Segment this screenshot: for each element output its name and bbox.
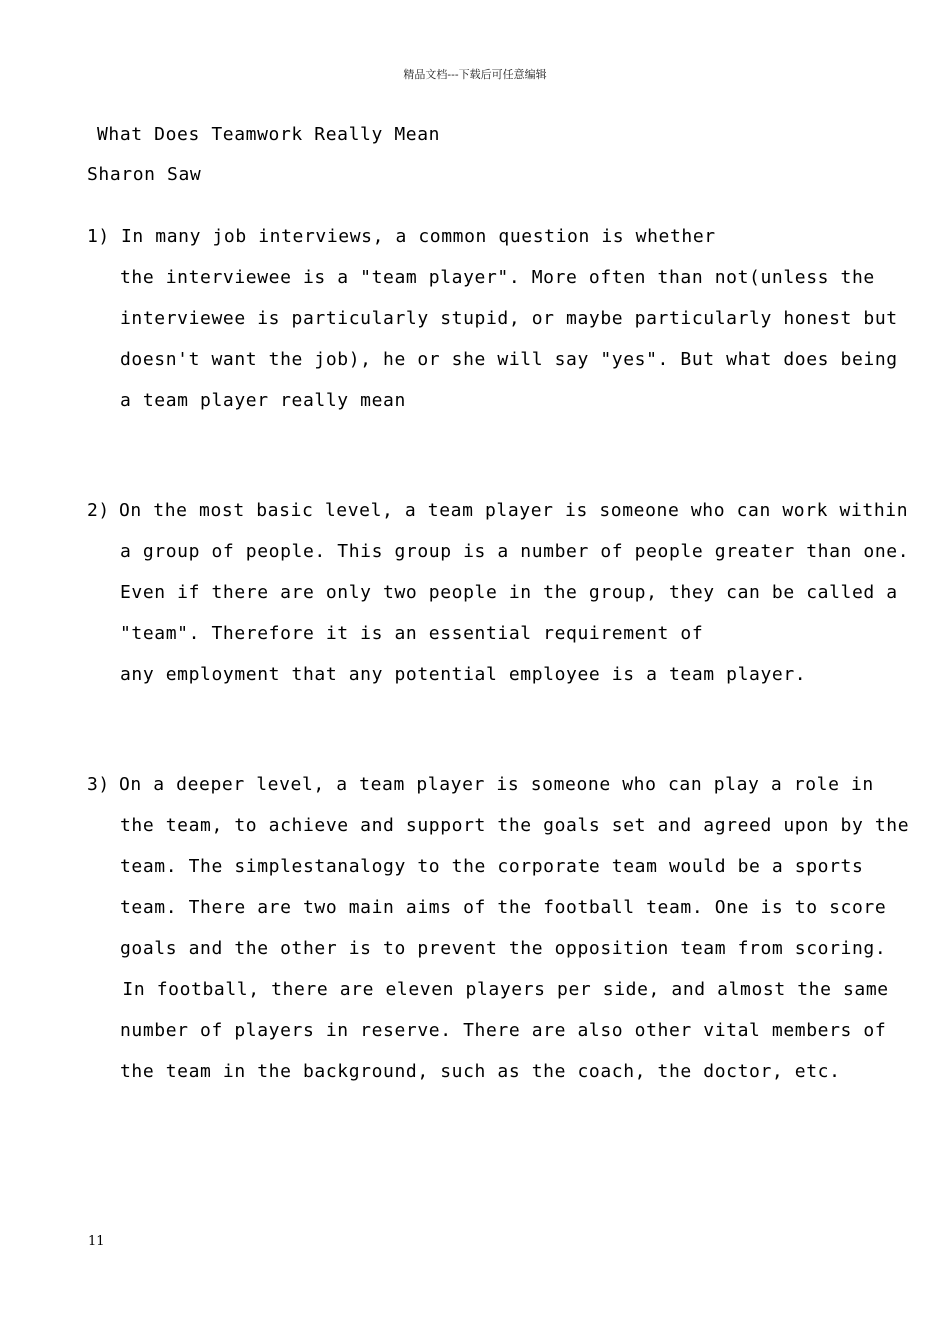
page-header: 精品文档---下载后可任意编辑 xyxy=(403,68,547,81)
author-name: Sharon Saw xyxy=(87,164,202,185)
paragraph-line: any employment that any potential employee is a team player. xyxy=(120,664,807,685)
paragraph-number: 3) xyxy=(87,774,110,795)
paragraph-line: "team". Therefore it is an essential requirement of xyxy=(120,623,704,644)
document-title: What Does Teamwork Really Mean xyxy=(97,124,441,145)
paragraph-number: 2) xyxy=(87,500,110,521)
paragraph-line: interviewee is particularly stupid, or maybe particularly honest but xyxy=(120,308,898,329)
page-number: 11 xyxy=(88,1234,105,1249)
paragraph-line: On the most basic level, a team player is someone who can work within xyxy=(119,500,909,521)
paragraph-line: On a deeper level, a team player is someone who can play a role in xyxy=(119,774,874,795)
paragraph-line: the team in the background, such as the coach, the doctor, etc. xyxy=(120,1061,841,1082)
paragraph-line: Even if there are only two people in the group, they can be called a xyxy=(120,582,898,603)
paragraph-number: 1) xyxy=(87,226,110,247)
paragraph-line: doesn't want the job), he or she will say "yes". But what does being xyxy=(120,349,898,370)
paragraph-line: team. The simplestanalogy to the corporate team would be a sports xyxy=(120,856,864,877)
paragraph-line: the interviewee is a "team player". More often than not(unless the xyxy=(120,267,875,288)
paragraph-line: a group of people. This group is a number of people greater than one. xyxy=(120,541,910,562)
paragraph-line: the team, to achieve and support the goals set and agreed upon by the xyxy=(120,815,910,836)
paragraph-line: In football, there are eleven players per side, and almost the same xyxy=(111,979,889,1000)
paragraph-line: goals and the other is to prevent the opposition team from scoring. xyxy=(120,938,887,959)
paragraph-line: team. There are two main aims of the football team. One is to score xyxy=(120,897,887,918)
paragraph-line: a team player really mean xyxy=(120,390,406,411)
paragraph-line: In many job interviews, a common question is whether xyxy=(121,226,716,247)
paragraph-line: number of players in reserve. There are also other vital members of xyxy=(120,1020,887,1041)
